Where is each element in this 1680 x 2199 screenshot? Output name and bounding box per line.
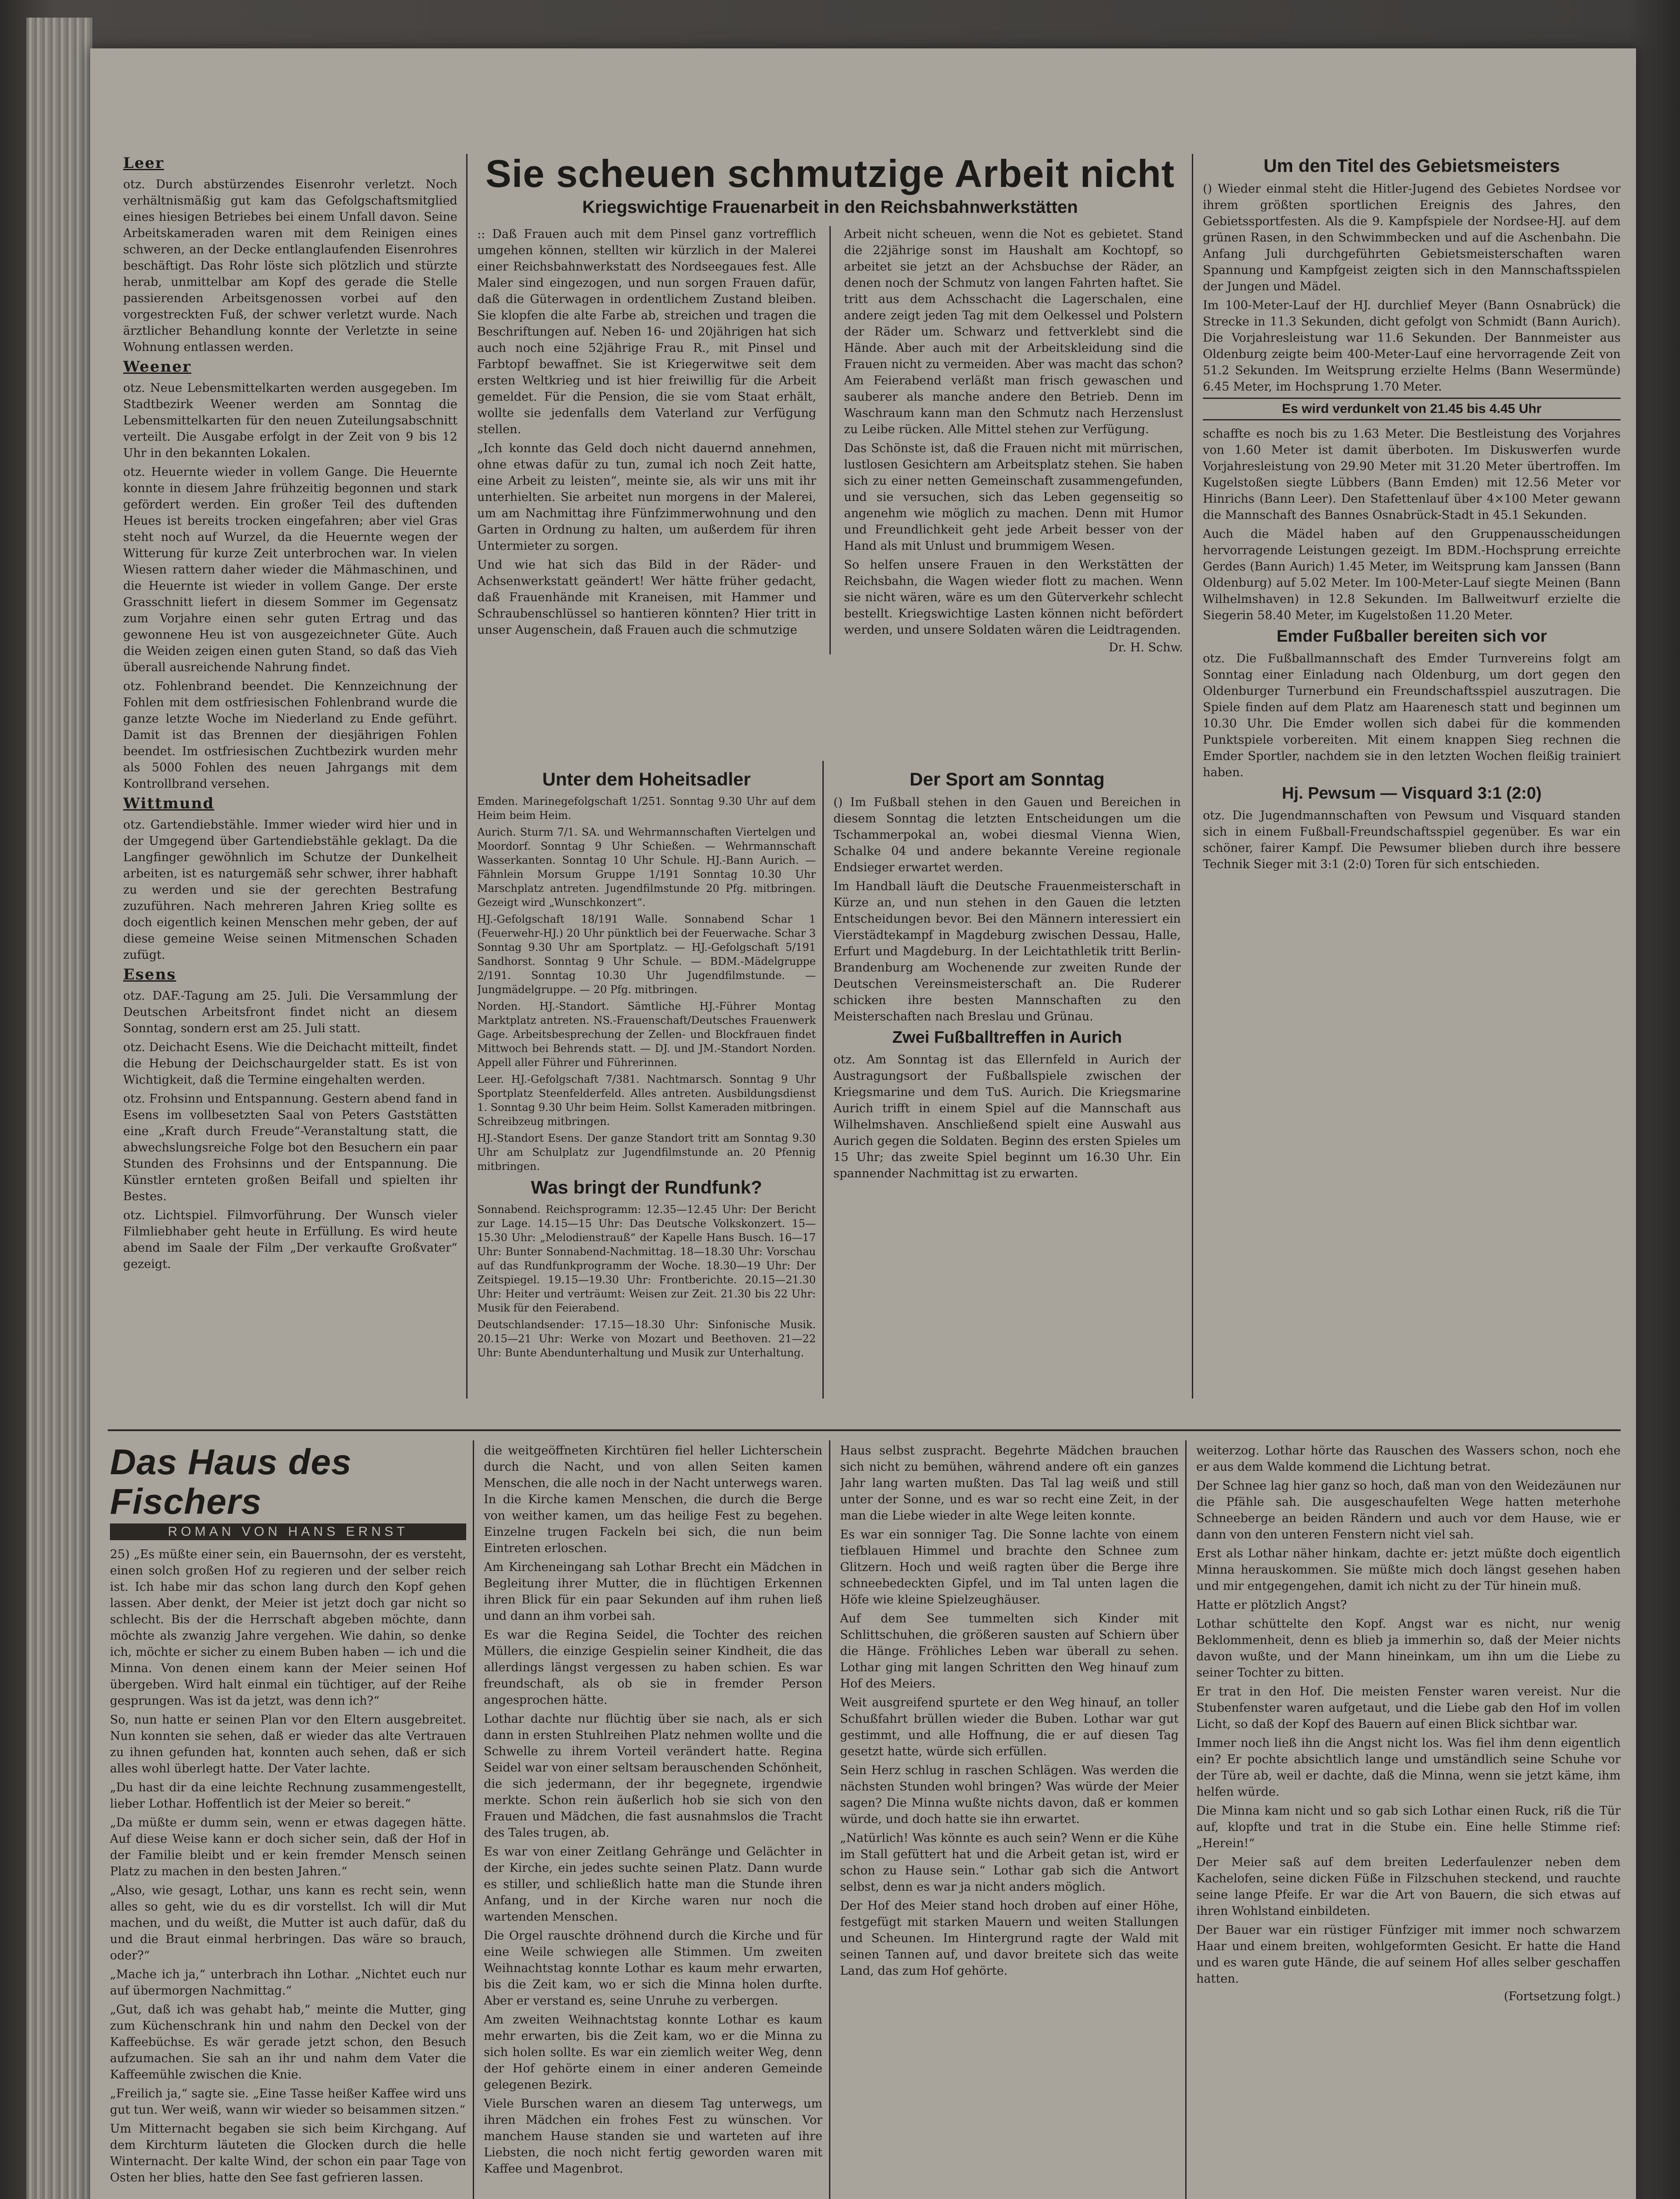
column-rule bbox=[473, 1440, 474, 2199]
notice-item: Leer. HJ.-Gefolgschaft 7/381. Nachtmarsch. Sonntag 9 Uhr Sportplatz Steenfelderfeld. Alles antreten. Ausbildungsdienst 1. Sonntag 9.30 Uhr beim Heim. Sollst Kameraden mitbringen. Schreibzeug mitbringen. bbox=[477, 1073, 816, 1128]
radio-listing: Deutschlandsender: 17.15—18.30 Uhr: Sinfonische Musik. 20.15—21 Uhr: Werke von Mozart und Beethoven. 21—22 Uhr: Bunte Abendunterhaltung und Musik zur Unterhaltung. bbox=[477, 1319, 816, 1359]
sport-heading: Der Sport am Sonntag bbox=[909, 769, 1105, 789]
novel-paragraph: Am zweiten Weihnachtstag konnte Lothar es kaum mehr erwarten, bis die Zeit kam, wo er die Minna zu sich holen sollte. Es war ein ziemlich weiter Weg, denn der Hof gehörte einem in einer anderen Gemeinde gelegenen Bezirk. bbox=[484, 2013, 822, 2092]
novel-paragraph: Es war von einer Zeitlang Gehränge und Gelächter in der Kirche, ein jedes suchte seinen Platz. Dann wurde es stiller, und schließlich hatte man die Stunde ihren Anfang, und in der Kirche waren nur noch die wartenden Menschen. bbox=[484, 1845, 822, 1924]
main-article bbox=[477, 152, 1183, 759]
local-news-column bbox=[123, 152, 457, 1418]
novel-paragraph: Der Meier saß auf dem breiten Lederfaulenzer neben dem Kachelofen, seine dicken Füße in Filzschuhen steckend, und rauchte seine lange Pfeife. Er war die Art von Bauern, die sich etwas auf ihren Wohlstand einbildeten. bbox=[1196, 1856, 1621, 1918]
novel-paragraph: die weitgeöffneten Kirchtüren fiel heller Lichterschein durch die Nacht, und von allen Seiten kamen Menschen, die alle noch in der Nacht unterwegs waren. In die Kirche kamen Menschen, die durch die Berge von weither kamen, um das heilige Fest zu begehen. Einzelne trugen Fackeln bei sich, die nun beim Eintreten erloschen. bbox=[484, 1444, 822, 1555]
news-item: otz. Durch abstürzendes Eisenrohr verletzt. Noch verhältnismäßig gut kam das Gefolgschaftsmitglied eines hiesigen Betriebes bei einem Unfall davon. Seine Arbeitskameraden waren mit dem Reinigen eines schweren, an der Decke entlanglaufenden Eisenrohres beschäftigt. Das Rohr löste sich plötzlich und stürzte herab, unmittelbar am Kopf des gerade die Stelle passierenden Arbeitsgenossen vorbei auf den vorgestreckten Fuß, der schwer verletzt wurde. Nach ärztlicher Behandlung konnte der Verletzte in seine Wohnung entlassen werden. bbox=[123, 178, 457, 354]
article-column-left bbox=[477, 226, 816, 654]
article-headline: Sie scheuen schmutzige Arbeit nicht bbox=[485, 152, 1175, 195]
local-section-weener bbox=[123, 358, 457, 792]
novel-paragraph: 25) „Es müßte einer sein, ein Bauernsohn, der es versteht, einen solch großen Hof zu regieren und der selber reich ist. Ich habe mir das schon lang durch den Kopf gehen lassen. Aber denkt, der Meier ist jetzt doch gar nicht so schlecht. Bis der die Herrschaft abgeben möchte, dann möchte als zwanzig Jahre vergehen. Wie dahin, so denke ich, möchte er sicher zu einem Buben haben — ich und die Minna. Von denen einem kann der Meier seinen Hof übergeben. Wird halt einmal ein tüchtiger, auf der Reihe gesprungen. Was ist da jetzt, was denn ich?“ bbox=[110, 1548, 466, 1708]
article-signature: Dr. H. Schw. bbox=[1109, 641, 1183, 654]
section-heading: Weener bbox=[123, 358, 191, 376]
novel-paragraph: So, nun hatte er seinen Plan vor den Eltern ausgebreitet. Nun konnten sie sehen, daß er wieder das alte Vertrauen zu ihnen gefunden hat, konnten auch sehen, daß er sich alles wohl überlegt hatte. Der Vater lachte. bbox=[110, 1713, 466, 1775]
novel-paragraph: Der Schnee lag hier ganz so hoch, daß man von den Weidezäunen nur die Pfähle sah. Die ausgeschaufelten Wege hatten meterhohe Schneeberge an beiden Rändern und auch vor dem Hause, wie er dann von den unteren Fenstern nicht viel sah. bbox=[1196, 1479, 1621, 1541]
novel-column-2 bbox=[484, 1443, 822, 2199]
novel-paragraph: „Du hast dir da eine leichte Rechnung zusammengestellt, lieber Lothar. Hoffentlich ist der Meier so bereit.“ bbox=[110, 1781, 466, 1811]
blackout-notice: Es wird verdunkelt von 21.45 bis 4.45 Uhr bbox=[1203, 398, 1621, 420]
novel-column-3 bbox=[840, 1443, 1179, 2199]
novel-paragraph: Der Bauer war ein rüstiger Fünfziger mit immer noch schwarzem Haar und einem breiten, wohlgeformten Gesicht. Er hatte die Hand und es waren gute Hände, die auf seinem Hof alles selber geschaffen hatten. bbox=[1196, 1923, 1621, 1986]
novel-title: Das Haus des Fischers bbox=[110, 1443, 352, 1522]
novel-paragraph: Er trat in den Hof. Die meisten Fenster waren vereist. Nur die Stubenfenster waren aufgetaut, und die Liebe gab den Hof im vollen Licht, so daß der Kopf des Bauern auf einen Blick sichtbar war. bbox=[1196, 1685, 1621, 1731]
novel-paragraph: Auf dem See tummelten sich Kinder mit Schlittschuhen, die größeren sausten auf Schiern über die Hänge. Fröhliches Leben war überall zu sehen. Lothar ging mit langen Schritten den Weg hinauf zum Hof des Meiers. bbox=[840, 1612, 1179, 1691]
novel-paragraph: „Gut, daß ich was gehabt hab,“ meinte die Mutter, ging zum Küchenschrank hin und nahm den Deckel von der Kaffeebüchse. Es wär gerade jetzt schon, den Besuch aufzumachen. Sie sah an ihr und nahm dem Vater die Kaffeemühle zwischen die Knie. bbox=[110, 2003, 466, 2082]
novel-paragraph: Lothar schüttelte den Kopf. Angst war es nicht, nur wenig Beklommenheit, denn es blieb ja immerhin so, daß der Meier nichts davon wußte, und der Mann hineinkam, um ihn um die Liebe zu seiner Tochter zu bitten. bbox=[1196, 1617, 1621, 1680]
novel-paragraph: Hatte er plötzlich Angst? bbox=[1196, 1598, 1347, 1612]
article-paragraph: „Ich konnte das Geld doch nicht dauernd annehmen, ohne etwas dafür zu tun, zumal ich noch Zeit hatte, eine Arbeit zu leisten“, meinte sie, als wir uns mit ihr unterhielten. Sie arbeitet nun morgens in der Malerei, um am Nachmittag ihre Fünfzimmerwohnung und den Garten in Ordnung zu halten, um außerdem für ihren Untermieter zu sorgen. bbox=[477, 442, 816, 553]
novel-paragraph: Am Kircheneingang sah Lothar Brecht ein Mädchen in Begleitung ihrer Mutter, die in flüchtigen Erkennen ihren Blick für ein paar Sekunden auf ihm ruhen ließ und dann an ihm vorbei sah. bbox=[484, 1560, 822, 1623]
sport-item: Auch die Mädel haben auf den Gruppenausscheidungen hervorragende Leistungen gezeigt. Im BDM.-Hochsprung erreichte Gerdes (Bann Aurich) 1.45 Meter, im Weitsprung kam Janssen (Bann Oldenburg) auf 5.02 Meter. Im 100-Meter-Lauf siegte Meinen (Bann Wilhelmshaven) in 12.8 Sekunden. Im Ballweitwurf erzielte die Siegerin 58.40 Meter, im Kugelstoßen 11.20 Meter. bbox=[1203, 527, 1621, 622]
notice-item: HJ.-Standort Esens. Der ganze Standort tritt am Sonntag 9.30 Uhr am Schulplatz zur Jugendfilmstunde an. 20 Pfennig mitbringen. bbox=[477, 1132, 816, 1173]
novel-paragraph: „Freilich ja,“ sagte sie. „Eine Tasse heißer Kaffee wird uns gut tun. Wer weiß, wann wir wieder so beisammen sitzen.“ bbox=[110, 2087, 466, 2117]
article-paragraph: Das Schönste ist, daß die Frauen nicht mit mürrischen, lustlosen Gesichtern am Arbeitsplatz stehen. Sie haben sich zu einer netten Gemeinschaft zusammengefunden, und sie versuchen, sich das Leben gegenseitig so angenehm wie möglich zu machen. Denn mit Humor und Freundlichkeit geht jede Arbeit besser von der Hand als mit Unlust und brummigem Wesen. bbox=[844, 442, 1183, 553]
novel-paragraph: Die Minna kam nicht und so gab sich Lothar einen Ruck, riß die Tür auf, klopfte und trat in die Stube ein. Eine helle Stimme rief: „Herein!“ bbox=[1196, 1804, 1621, 1850]
section-divider bbox=[108, 1429, 1621, 1431]
news-item: otz. Lichtspiel. Filmvorführung. Der Wunsch vieler Filmliebhaber geht heute in Erfüllung. Es wird heute abend im Saale der Film „Der verkaufte Großvater“ gezeigt. bbox=[123, 1209, 457, 1271]
column-rule bbox=[829, 226, 831, 654]
news-item: otz. Frohsinn und Entspannung. Gestern abend fand in Esens im vollbesetzten Saal von Peters Gaststätten eine „Kraft durch Freude“-Veranstaltung statt, die abwechslungsreiche Folge bot den Besuchern ein paar Stunden des Frohsinns und der Entspannung. Die Künstler ernteten großen Beifall und spielten ihr Bestes. bbox=[123, 1092, 457, 1203]
section-heading: Leer bbox=[123, 154, 164, 172]
column-rule bbox=[829, 1440, 830, 2199]
novel-column-4 bbox=[1196, 1443, 1621, 2199]
novel-masthead bbox=[110, 1443, 466, 1540]
sport-item: Im 100-Meter-Lauf der HJ. durchlief Meyer (Bann Osnabrück) die Strecke in 11.3 Sekunden, dicht gefolgt von Schmidt (Bann Aurich). Die Vorjahresleistung war 11.6 Sekunden. Der Bannmeister aus Oldenburg zeigte beim 400-Meter-Lauf eine hervorragende Zeit von 51.2 Sekunden. Im Weitsprung erzielte Helms (Bann Wesermünde) 6.45 Meter, im Hochsprung 1.70 Meter. bbox=[1203, 299, 1621, 394]
sport-item: Im Handball läuft die Deutsche Frauenmeisterschaft in Kürze an, und nun stehen in den Gauen die letzten Entscheidungen bevor. Bei den Männern interessiert ein Vierstädtekampf in Magdeburg zwischen Dessau, Halle, Erfurt und Magdeburg. In der Leichtathletik tritt Berlin-Brandenburg am Wochenende zur zweiten Runde der Deutschen Vereinsmeisterschaft an. Die Ruderer schicken ihre besten Mannschaften zu den Meisterschaften nach Breslau und Grünau. bbox=[833, 880, 1181, 1023]
radio-heading: Was bringt der Rundfunk? bbox=[531, 1177, 762, 1198]
novel-paragraph: Es war ein sonniger Tag. Die Sonne lachte von einem tiefblauen Himmel und brachte den Schnee zum Glitzern. Hoch und weiß ragten über die Berge ihre schneebedeckten Gipfel, und im Tal unten lagen die Höfe wie kleine Spielzeughäuser. bbox=[840, 1528, 1179, 1607]
novel-paragraph: Lothar dachte nur flüchtig über sie nach, als er sich dann in ersten Stuhlreihen Platz nehmen wollte und die Schwelle zu ihrem Vorteil verändert hatte. Regina Seidel war von einer seltsam berauschenden Schönheit, die sich jedermann, der ihr begegnete, irgendwie merkte. Schon rein äußerlich hob sie sich von den Frauen und Mädchen, die fast ausnahmslos die Tracht des Tales trugen, ab. bbox=[484, 1712, 822, 1840]
news-item: otz. Heuernte wieder in vollem Gange. Die Heuernte konnte in diesem Jahre frühzeitig begonnen und stark gefördert werden. Ein großer Teil des duftenden Heues ist bereits trocken eingefahren; aber viel Gras steht noch auf Wurzel, da die Heuernte wegen der Witterung für kurze Zeit unterbrochen war. In vielen Wiesen rattern daher wieder die Mähmaschinen, und die Heuernte ist wieder in vollem Gange. Der erste Grasschnitt liefert in diesem Sommer im Gegensatz zum Vorjahre einen sehr guten Ertrag und das gewonnene Heu ist von ausgezeichneter Güte. Auch die Weiden zeigen einen guten Stand, so daß das Vieh überall ausreichende Nahrung findet. bbox=[123, 465, 457, 674]
article-subheadline: Kriegswichtige Frauenarbeit in den Reichsbahnwerkstätten bbox=[582, 197, 1078, 217]
sport-item: otz. Die Jugendmannschaften von Pewsum und Visquard standen sich in einem Fußball-Freundschaftsspiel gegenüber. Es war ein schöner, fairer Kampf. Die Pewsumer blieben durch ihre bessere Technik Sieger mit 3:1 (2:0) Toren für sich entschieden. bbox=[1203, 809, 1621, 871]
news-item: otz. Fohlenbrand beendet. Die Kennzeichnung der Fohlen mit dem ostfriesischen Fohlenbrand wurde die ganze letzte Woche im Niederland zu Ende geführt. Damit ist das Brennen der diesjährigen Fohlen beendet. Im ostfriesischen Zuchtbezirk wurden mehr als 5000 Fohlen des neuen Jahrgangs mit dem Kontrollbrand versehen. bbox=[123, 679, 457, 791]
novel-paragraph: Haus selbst zuspracht. Begehrte Mädchen brauchen sich nicht zu bemühen, während andere oft ein ganzes Jahr lang warten mußten. Das Tal lag weiß und still unter der Sonne, und es war so recht eine Zeit, in der man die Liebe wieder in alte Wege leiten konnte. bbox=[840, 1444, 1179, 1523]
novel-paragraph: Erst als Lothar näher hinkam, dachte er: jetzt müßte doch eigentlich Minna herauskommen. Sie müßte mich doch längst gesehen haben und mir entgegengehen, damit ich nicht zu der Tür hinein muß. bbox=[1196, 1547, 1621, 1593]
local-section-wittmund bbox=[123, 795, 457, 963]
local-section-leer bbox=[123, 154, 457, 355]
section-heading: Wittmund bbox=[123, 795, 215, 812]
novel-paragraph: Sein Herz schlug in raschen Schlägen. Was werden die nächsten Stunden wohl bringen? Was würde der Meier sagen? Die Minna wußte nichts davon, daß er kommen würde, und doch hatte sie ihn erwartet. bbox=[840, 1764, 1179, 1826]
youth-sport-heading: Um den Titel des Gebietsmeisters bbox=[1264, 155, 1560, 176]
novel-author: ROMAN VON HANS ERNST bbox=[110, 1523, 466, 1540]
novel-paragraph: „Mache ich ja,“ unterbrach ihn Lothar. „Nichtet euch nur auf übermorgen Nachmittag.“ bbox=[110, 1968, 466, 1998]
novel-paragraph: Um Mitternacht begaben sie sich beim Kirchgang. Auf dem Kirchturm läuteten die Glocken durch die helle Winternacht. Der kalte Wind, der schon ein paar Tage von Osten her blies, hatte den See fast gefrieren lassen. bbox=[110, 2122, 466, 2184]
sport-item: schaffte es noch bis zu 1.63 Meter. Die Bestleistung des Vorjahres von 1.60 Meter ist damit überboten. Im Diskuswerfen wurde Vorjahresleistung von 29.90 Meter mit 31.20 Meter übertroffen. Im Kugelstoßen siegte Lübbers (Bann Emden) mit 12.56 Meter vor Hinrichs (Bann Leer). Den Stafettenlauf über 4×100 Meter gewann die Mannschaft des Bannes Osnabrück-Stadt in 45.1 Sekunden. bbox=[1203, 427, 1621, 522]
novel-paragraph: Die Orgel rauschte dröhnend durch die Kirche und für eine Weile schwiegen alle Stimmen. Um zweiten Weihnachtstag konnte Lothar es kaum mehr erwarten, bis die Zeit kam, wo er sich die Minna holen durfte. Aber er verstand es, seine Unruhe zu verbergen. bbox=[484, 1929, 822, 2008]
sport-item: otz. Am Sonntag ist das Ellernfeld in Aurich der Austragungsort der Fußballspiele zwischen der Kriegsmarine und dem TuS. Aurich. Die Kriegsmarine Aurich trifft in einem Spiel auf die Mannschaft aus Wilhelmshaven. Anschließend spielt eine Auswahl aus Aurich gegen die Soldaten. Beginn des ersten Spieles um 15 Uhr; das zweite Spiel beginnt um 16.30 Uhr. Ein spannender Nachmittag ist zu erwarten. bbox=[833, 1053, 1181, 1180]
local-section-esens bbox=[123, 966, 457, 1272]
column-rule bbox=[1185, 1440, 1187, 2199]
novel-paragraph: Immer noch ließ ihn die Angst nicht los. Was fiel ihm denn eigentlich ein? Er pochte absichtlich lange und umständlich seine Schuhe vor der Türe ab, weil er dachte, daß die Minna, wenn sie jetzt käme, ihm helfen würde. bbox=[1196, 1736, 1621, 1799]
novel-paragraph: „Also, wie gesagt, Lothar, uns kann es recht sein, wenn alles so geht, wie du es dir vorstellst. Ich will dir Mut machen, und du weißt, die Mutter ist auch dafür, daß du und die Braut einmal herbringen. Das wäre so brauch, oder?“ bbox=[110, 1884, 466, 1962]
novel-paragraph: Es war die Regina Seidel, die Tochter des reichen Müllers, die einzige Gespielin seiner Kindheit, die das allerdings längst vergessen zu haben schien. Es war freundschaft, als ob sie in fremder Person angesprochen hätte. bbox=[484, 1628, 822, 1707]
sport-item: () Wieder einmal steht die Hitler-Jugend des Gebietes Nordsee vor ihrem größten sportlichen Ereignis des Jahres, den Gebietssportfesten. Als die 9. Kampfspiele der Nordsee-HJ. auf dem grünen Rasen, in den Schwimmbecken und auf die Aschenbahn. Die Anfang Juli durchgeführten Gebietsmeisterschaften waren Spannung und Kampfgeist zeigten sich in den Mannschaftsspielen der Jungen und Mädel. bbox=[1203, 182, 1621, 293]
notice-item: Norden. HJ.-Standort. Sämtliche HJ.-Führer Montag Marktplatz antreten. NS.-Frauenschaft/Deutsches Frauenwerk Gage. Arbeitsbesprechung der Zellen- und Blockfrauen findet Mittwoch bei Behrends statt. — DJ. und JM.-Standort Norden. Appell aller Führer und Führerinnen. bbox=[477, 1000, 816, 1069]
sport-column bbox=[833, 765, 1181, 1416]
article-paragraph: Arbeit nicht scheuen, wenn die Not es gebietet. Stand die 22jährige sonst im Haushalt am Kochtopf, so arbeitet sie jetzt an der Achsbuchse der Räder, an denen noch der Schmutz von langen Fahrten haftet. Sie tritt aus dem Achsschacht die Lagerschalen, eine andere zeigt jeden Tag mit dem Oelkessel und Polstern der Räder um. Schwarz und fettverklebt sind die Hände. Aber auch mit der Arbeitskleidung sind die Frauen nicht zu vermeiden. Aber was macht das schon? Am Feierabend verläßt man frisch gewaschen und sauberer als manche andere den Betrieb. Denn im Waschraum kann man den Schmutz nach Herzenslust zu Leibe rücken. Alle Mittel stehen zur Verfügung. bbox=[844, 227, 1183, 436]
column-rule bbox=[822, 761, 824, 1399]
article-column-right bbox=[844, 226, 1183, 654]
notice-item: HJ.-Gefolgschaft 18/191 Walle. Sonnabend Schar 1 (Feuerwehr-HJ.) 20 Uhr pünktlich bei der Feuerwache. Schar 3 Sonntag 9.30 Uhr am Sportplatz. — HJ.-Gefolgschaft 5/191 Sandhorst. Sonntag 9 Uhr Schule. — BDM.-Mädelgruppe 2/191. Sonntag 10.30 Uhr Jugendfilmstunde. — Jungmädelgruppe. — 20 Pfg. mitbringen. bbox=[477, 913, 816, 996]
column-rule bbox=[1192, 154, 1193, 1399]
novel-paragraph: Weit ausgreifend spurtete er den Weg hinauf, an toller Schußfahrt brüllen wieder die Buben. Lothar war gut gestimmt, und alle Hoffnung, die er auf diesen Tag gesetzt hatte, würde sich erfüllen. bbox=[840, 1696, 1179, 1758]
column-rule bbox=[466, 154, 467, 1399]
news-item: otz. DAF.-Tagung am 25. Juli. Die Versammlung der Deutschen Arbeitsfront findet nicht an diesem Sonntag, sondern erst am 25. Juli statt. bbox=[123, 989, 457, 1035]
section-heading: Esens bbox=[123, 966, 176, 983]
sport-item: otz. Die Fußballmannschaft des Emder Turnvereins folgt am Sonntag einer Einladung nach Oldenburg, um dort gegen den Oldenburger Turnerbund ein Freundschaftsspiel auszutragen. Die Spiele finden auf dem Platz am Haarenesch statt und beginnen um 10.30 Uhr. Die Emder wollen sich dabei für die kommenden Punktspiele vorbereiten. Mit einem knappen Sieg rechnen die Emder Sportler, nachdem sie in den letzten Wochen fleißig trainiert haben. bbox=[1203, 652, 1621, 779]
notice-item: Emden. Marinegefolgschaft 1/251. Sonntag 9.30 Uhr auf dem Heim beim Heim. bbox=[477, 795, 816, 822]
novel-paragraph: „Da müßte er dumm sein, wenn er etwas dagegen hätte. Auf diese Weise kann er doch sicher sein, daß der Hof in der Familie bleibt und er kein fremder Mensch seinen Platz zu machen in den besten Jahren.“ bbox=[110, 1816, 466, 1878]
novel-paragraph: Viele Burschen waren an diesem Tag unterwegs, um ihren Mädchen ein frohes Fest zu wünschen. Vor manchem Hause standen sie und warteten auf ihre Liebsten, die noch nicht fertig geworden waren mit Kaffee und Magenbrot. bbox=[484, 2097, 822, 2176]
volume-binding bbox=[26, 18, 92, 2199]
sport-subheading: Zwei Fußballtreffen in Aurich bbox=[892, 1028, 1122, 1047]
article-paragraph: So helfen unsere Frauen in den Werkstätten der Reichsbahn, die Wagen wieder flott zu machen. Wenn sie nicht wären, wäre es um den Güterverkehr schlecht bestellt. Kriegswichtige Lasten können nicht befördert werden, und unsere Soldaten wären die Leidtragenden. bbox=[844, 558, 1183, 637]
news-item: otz. Neue Lebensmittelkarten werden ausgegeben. Im Stadtbezirk Weener werden am Sonntag die Lebensmittelkarten für den neuen Zuteilungsabschnitt verteilt. Die Ausgabe erfolgt in der Zeit von 9 bis 12 Uhr in den bekannten Lokalen. bbox=[123, 381, 457, 460]
news-item: otz. Deichacht Esens. Wie die Deichacht mitteilt, findet die Hebung der Deichschaurgelder statt. Es ist von Wichtigkeit, daß die Termine eingehalten werden. bbox=[123, 1041, 457, 1087]
notice-item: Aurich. Sturm 7/1. SA. und Wehrmannschaften Viertelgen und Moordorf. Sonntag 9 Uhr Schießen. — Wehrmannschaft Wasserkanten. Sonntag 10 Uhr Schule. HJ.-Bann Aurich. — Fähnlein Morsum Gruppe 1/191 Sonntag 10.30 Uhr Marschplatz antreten. Jugendfilmstunde 20 Pfg. mitbringen. Gezeigt wird „Wunschkonzert“. bbox=[477, 826, 816, 909]
news-item: otz. Gartendiebstähle. Immer wieder wird hier und in der Umgegend über Gartendiebstähle geklagt. Da die Langfinger gewöhnlich im Schutze der Dunkelheit arbeiten, ist es naturgemäß sehr schwer, ihrer habhaft zu werden und sie der gerechten Bestrafung zuzuführen. Nach mehreren Jahren Krieg sollte es doch eigentlich keinen Menschen mehr geben, der auf diese gemeine Weise seinen Mitmenschen Schaden zufügt. bbox=[123, 818, 457, 962]
pewsum-heading: Hj. Pewsum — Visquard 3:1 (2:0) bbox=[1282, 784, 1542, 803]
article-paragraph: :: Daß Frauen auch mit dem Pinsel ganz vortrefflich umgehen können, stellten wir kürzlich in der Malerei einer Reichsbahnwerkstatt des Nordseegaues fest. Alle Maler sind eingezogen, und nun sorgen Frauen dafür, daß die Güterwagen in ordentlichem Zustand bleiben. Sie klopfen die alte Farbe ab, streichen und tragen die Beschriftungen auf. Neben 16- und 20jährigen hat sich auch noch eine 52jährige Frau R., mit Pinsel und Farbtopf bewaffnet. Sie ist Kriegerwitwe seit dem ersten Weltkrieg und ist hier freiwillig für die Arbeit gemeldet. Für die Pension, die sie vom Staat erhält, wollte sie jedenfalls dem Vaterland zur Verfügung stellen. bbox=[477, 227, 816, 436]
youth-sport-column bbox=[1203, 152, 1621, 1418]
newspaper-page bbox=[90, 48, 1636, 2199]
novel-paragraph: weiterzog. Lothar hörte das Rauschen des Wassers schon, noch ehe er aus dem Walde kommend die Lichtung betrat. bbox=[1196, 1444, 1621, 1474]
radio-listing: Sonnabend. Reichsprogramm: 12.35—12.45 Uhr: Der Bericht zur Lage. 14.15—15 Uhr: Das Deutsche Volkskonzert. 15—15.30 Uhr: „Melodienstrauß“ der Kapelle Hans Busch. 16—17 Uhr: Bunter Sonnabend-Nachmittag. 18—18.30 Uhr: Vorschau auf das Rundfunkprogramm der Woche. 18.30—19 Uhr: Der Zeitspiegel. 19.15—19.30 Uhr: Frontberichte. 20.15—21.30 Uhr: Heiter und verträumt: Weisen zur Zeit. 21.30 bis 22 Uhr: Musik für den Feierabend. bbox=[477, 1203, 816, 1314]
continued-notice: (Fortsetzung folgt.) bbox=[1504, 1990, 1621, 2003]
emden-heading: Emder Fußballer bereiten sich vor bbox=[1276, 627, 1547, 646]
party-notices-column bbox=[477, 765, 816, 1416]
novel-paragraph: Der Hof des Meier stand hoch droben auf einer Höhe, festgefügt mit starken Mauern und weiten Stallungen und Scheunen. Im Hintergrund ragte der Wald mit seinen Tannen auf, und davor breitete sich das weite Land, das zum Hof gehörte. bbox=[840, 1899, 1179, 1978]
article-paragraph: Und wie hat sich das Bild in der Räder- und Achsenwerkstatt geändert! Wer hätte früher gedacht, daß Frauenhände mit Kraneisen, mit Hammer und Schraubenschlüssel so hantieren könnten? Hier tritt in unser Augenschein, daß Frauen auch die schmutzige bbox=[477, 558, 816, 637]
notices-heading: Unter dem Hoheitsadler bbox=[542, 769, 751, 789]
sport-item: () Im Fußball stehen in den Gauen und Bereichen in diesem Sonntag die letzten Entscheidungen um die Tschammerpokal an, wobei diesmal Vienna Wien, Schalke 04 und andere bekannte Vereine regionale Endsieger erwartet werden. bbox=[833, 796, 1181, 874]
novel-paragraph: „Natürlich! Was könnte es auch sein? Wenn er die Kühe im Stall gefüttert hat und die Arbeit getan ist, wird er schon zu Hause sein.“ Lothar gab sich die Antwort selbst, denn es war ja nicht anders möglich. bbox=[840, 1831, 1179, 1894]
novel-column-1 bbox=[110, 1443, 466, 2199]
